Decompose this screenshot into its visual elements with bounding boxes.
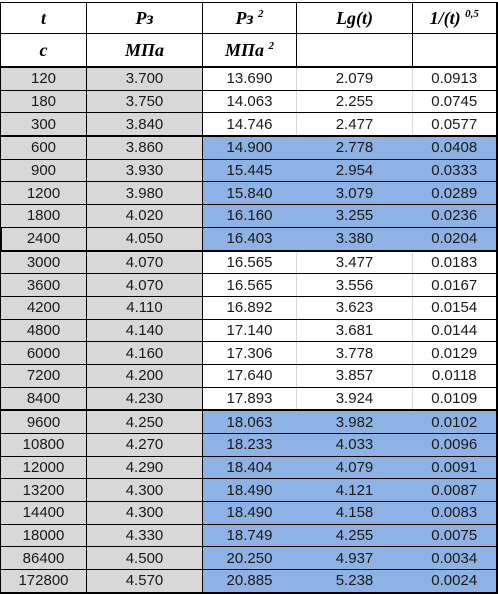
cell-lg-t[interactable]: 3.857: [297, 364, 413, 387]
unit-lg-t[interactable]: [297, 34, 413, 68]
table-row: [1, 182, 497, 205]
cell-pz-squared[interactable]: 16.160: [203, 205, 297, 228]
cell-inv-sqrt-t[interactable]: 0.0577: [413, 113, 497, 136]
cell-pz[interactable]: 4.300: [87, 502, 203, 525]
cell-inv-sqrt-t[interactable]: 0.0236: [413, 205, 497, 228]
cell-pz-squared[interactable]: 18.490: [203, 479, 297, 502]
cell-lg-t[interactable]: 3.924: [297, 387, 413, 410]
cell-pz[interactable]: 4.270: [87, 434, 203, 457]
cell-t[interactable]: 18000: [1, 524, 87, 547]
table-row: [1, 456, 497, 479]
cell-pz[interactable]: 3.700: [87, 67, 203, 90]
cell-t[interactable]: 172800: [1, 570, 87, 593]
cell-inv-sqrt-t[interactable]: 0.0109: [413, 387, 497, 410]
cell-lg-t[interactable]: 3.623: [297, 296, 413, 319]
cell-pz-squared[interactable]: 17.306: [203, 342, 297, 365]
cell-lg-t[interactable]: 2.477: [297, 113, 413, 136]
cell-inv-sqrt-t[interactable]: 0.0167: [413, 274, 497, 297]
cell-lg-t[interactable]: 3.255: [297, 205, 413, 228]
cell-t[interactable]: 13200: [1, 479, 87, 502]
cell-t[interactable]: 14400: [1, 502, 87, 525]
cell-pz-squared[interactable]: 16.565: [203, 274, 297, 297]
unit-pz-squared[interactable]: МПа $^2$: [203, 34, 297, 68]
cell-lg-t[interactable]: 4.121: [297, 479, 413, 502]
cell-pz-squared[interactable]: 15.840: [203, 182, 297, 205]
cell-pz-squared[interactable]: 20.885: [203, 570, 297, 593]
table-row: [1, 547, 497, 570]
table-row: [1, 342, 497, 365]
header-row: [1, 3, 497, 34]
table-row: [1, 296, 497, 319]
cell-pz[interactable]: 4.070: [87, 251, 203, 274]
cell-pz[interactable]: 4.160: [87, 342, 203, 365]
cell-pz[interactable]: 4.050: [87, 227, 203, 250]
table-row: [1, 524, 497, 547]
cell-inv-sqrt-t[interactable]: 0.0129: [413, 342, 497, 365]
cell-inv-sqrt-t[interactable]: 0.0024: [413, 570, 497, 593]
cell-lg-t[interactable]: 2.778: [297, 136, 413, 159]
cell-pz-squared[interactable]: 17.640: [203, 364, 297, 387]
cell-inv-sqrt-t[interactable]: 0.0289: [413, 182, 497, 205]
cell-inv-sqrt-t[interactable]: 0.0144: [413, 319, 497, 342]
cell-t[interactable]: 120: [1, 67, 87, 90]
cell-t[interactable]: 10800: [1, 434, 87, 457]
table-row: [1, 410, 497, 433]
cell-inv-sqrt-t[interactable]: 0.0745: [413, 90, 497, 113]
header-lg-t[interactable]: Lg(t): [297, 3, 413, 34]
cell-pz-squared[interactable]: 18.063: [203, 410, 297, 433]
cell-lg-t[interactable]: 4.033: [297, 434, 413, 457]
header-pz-squared[interactable]: Pз $^2$: [203, 3, 297, 34]
cell-t[interactable]: 3600: [1, 274, 87, 297]
cell-pz-squared[interactable]: 17.140: [203, 319, 297, 342]
cell-lg-t[interactable]: 2.079: [297, 67, 413, 90]
table-row: [1, 159, 497, 182]
header-pz[interactable]: Pз: [87, 3, 203, 34]
table-row: [1, 570, 497, 593]
cell-pz-squared[interactable]: 20.250: [203, 547, 297, 570]
cell-inv-sqrt-t[interactable]: 0.0075: [413, 524, 497, 547]
cell-pz-squared[interactable]: 16.892: [203, 296, 297, 319]
cell-pz[interactable]: 4.070: [87, 274, 203, 297]
cell-lg-t[interactable]: 3.556: [297, 274, 413, 297]
table-row: [1, 364, 497, 387]
cell-t[interactable]: 7200: [1, 364, 87, 387]
cell-pz[interactable]: 4.300: [87, 479, 203, 502]
cell-pz-squared[interactable]: 18.749: [203, 524, 297, 547]
cell-pz-squared[interactable]: 18.404: [203, 456, 297, 479]
cell-inv-sqrt-t[interactable]: 0.0096: [413, 434, 497, 457]
table-row: [1, 90, 497, 113]
table-row: [1, 227, 497, 250]
cell-inv-sqrt-t[interactable]: 0.0102: [413, 410, 497, 433]
cell-lg-t[interactable]: 3.982: [297, 410, 413, 433]
cell-t[interactable]: 8400: [1, 387, 87, 410]
table-row: [1, 319, 497, 342]
cell-pz[interactable]: 4.230: [87, 387, 203, 410]
cell-pz[interactable]: 4.250: [87, 410, 203, 433]
cell-pz[interactable]: 4.290: [87, 456, 203, 479]
cell-pz-squared[interactable]: 16.565: [203, 251, 297, 274]
header-inv-sqrt-t[interactable]: 1/(t) $^{0,5}$: [413, 3, 497, 34]
cell-lg-t[interactable]: 5.238: [297, 570, 413, 593]
cell-inv-sqrt-t[interactable]: 0.0083: [413, 502, 497, 525]
cell-t[interactable]: 1800: [1, 205, 87, 228]
table-row: [1, 67, 497, 90]
cell-lg-t[interactable]: 4.158: [297, 502, 413, 525]
cell-lg-t[interactable]: 4.079: [297, 456, 413, 479]
cell-pz[interactable]: 3.860: [87, 136, 203, 159]
cell-t[interactable]: 1200: [1, 182, 87, 205]
cell-lg-t[interactable]: 3.681: [297, 319, 413, 342]
cell-pz-squared[interactable]: 14.063: [203, 90, 297, 113]
cell-lg-t[interactable]: 2.954: [297, 159, 413, 182]
cell-inv-sqrt-t[interactable]: 0.0183: [413, 251, 497, 274]
unit-inv-sqrt-t[interactable]: [413, 34, 497, 68]
cell-inv-sqrt-t[interactable]: 0.0091: [413, 456, 497, 479]
cell-t[interactable]: 3000: [1, 251, 87, 274]
unit-pz[interactable]: МПа: [87, 34, 203, 68]
cell-pz-squared[interactable]: 14.746: [203, 113, 297, 136]
cell-pz[interactable]: 3.750: [87, 90, 203, 113]
cell-pz[interactable]: 3.930: [87, 159, 203, 182]
cell-t[interactable]: 600: [1, 136, 87, 159]
cell-inv-sqrt-t[interactable]: 0.0118: [413, 364, 497, 387]
table-row: [1, 479, 497, 502]
cell-pz-squared[interactable]: 13.690: [203, 67, 297, 90]
unit-t[interactable]: c: [1, 34, 87, 68]
cell-pz[interactable]: 4.500: [87, 547, 203, 570]
table-row: [1, 434, 497, 457]
table-row: [1, 113, 497, 136]
header-t[interactable]: t: [1, 3, 87, 34]
cell-inv-sqrt-t[interactable]: 0.0087: [413, 479, 497, 502]
cell-t[interactable]: 300: [1, 113, 87, 136]
cell-pz-squared[interactable]: 17.893: [203, 387, 297, 410]
cell-lg-t[interactable]: 2.255: [297, 90, 413, 113]
selected-cell[interactable]: 2400: [1, 227, 87, 250]
cell-pz[interactable]: 4.200: [87, 364, 203, 387]
table-row: [1, 502, 497, 525]
cell-pz-squared[interactable]: 14.900: [203, 136, 297, 159]
cell-t[interactable]: 4200: [1, 296, 87, 319]
cell-lg-t[interactable]: 4.937: [297, 547, 413, 570]
cell-t[interactable]: 86400: [1, 547, 87, 570]
cell-pz[interactable]: 4.330: [87, 524, 203, 547]
cell-lg-t[interactable]: 3.477: [297, 251, 413, 274]
cell-pz[interactable]: 3.840: [87, 113, 203, 136]
cell-inv-sqrt-t[interactable]: 0.0913: [413, 67, 497, 90]
cell-pz[interactable]: 4.020: [87, 205, 203, 228]
cell-lg-t[interactable]: 3.380: [297, 227, 413, 250]
cell-pz-squared[interactable]: 15.445: [203, 159, 297, 182]
cell-pz-squared[interactable]: 18.490: [203, 502, 297, 525]
cell-t[interactable]: 12000: [1, 456, 87, 479]
cell-inv-sqrt-t[interactable]: 0.0333: [413, 159, 497, 182]
cell-lg-t[interactable]: 4.255: [297, 524, 413, 547]
cell-t[interactable]: 9600: [1, 410, 87, 433]
cell-t[interactable]: 4800: [1, 319, 87, 342]
table-row: [1, 136, 497, 159]
cell-inv-sqrt-t[interactable]: 0.0034: [413, 547, 497, 570]
cell-inv-sqrt-t[interactable]: 0.0408: [413, 136, 497, 159]
cell-pz-squared[interactable]: 16.403: [203, 227, 297, 250]
cell-pz[interactable]: 3.980: [87, 182, 203, 205]
data-table: [0, 2, 498, 594]
cell-lg-t[interactable]: 3.079: [297, 182, 413, 205]
cell-pz-squared[interactable]: 18.233: [203, 434, 297, 457]
units-row: [1, 34, 497, 68]
cell-pz[interactable]: 4.570: [87, 570, 203, 593]
table-row: [1, 205, 497, 228]
cell-inv-sqrt-t[interactable]: 0.0204: [413, 227, 497, 250]
cell-t[interactable]: 900: [1, 159, 87, 182]
table-row: [1, 387, 497, 410]
cell-pz[interactable]: 4.110: [87, 296, 203, 319]
cell-lg-t[interactable]: 3.778: [297, 342, 413, 365]
cell-t[interactable]: 6000: [1, 342, 87, 365]
table-row: [1, 251, 497, 274]
cell-inv-sqrt-t[interactable]: 0.0154: [413, 296, 497, 319]
cell-t[interactable]: 180: [1, 90, 87, 113]
table-row: [1, 274, 497, 297]
cell-pz[interactable]: 4.140: [87, 319, 203, 342]
